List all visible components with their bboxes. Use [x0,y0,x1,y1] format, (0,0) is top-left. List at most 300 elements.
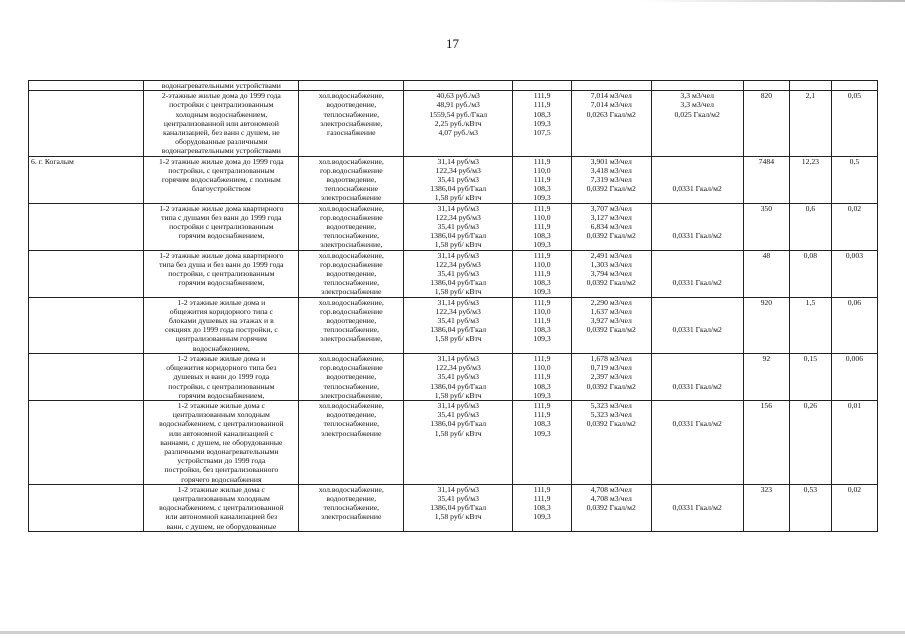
cell-value-1-text: 0,08 [803,250,818,260]
cell-tariffs-line: 122,34 руб/м3 [435,259,481,269]
cell-norms-line: 3,127 м3/чел [590,212,632,222]
cell-area [743,156,789,203]
cell-norms-alt-line [654,494,741,503]
cell-norms-alt [651,353,743,400]
cell-tariffs-line: 35,41 руб/м3 [437,222,479,232]
cell-value-1 [789,81,831,91]
cell-services-line: водоотведение, [326,100,377,110]
cell-tariffs-line: 1,58 руб/ кВтч [434,428,482,438]
cell-norms-alt-line [654,213,741,222]
cell-building-type [144,156,299,203]
cell-services [299,203,404,250]
table-row [29,484,878,531]
cell-tariffs-line: 4,07 руб./м3 [438,128,478,138]
cell-services-line: теплоснабжение, [323,231,380,241]
cell-tariffs-line: 35,41 руб/м3 [437,372,479,382]
cell-tariffs-line: 1386,04 руб/Гкал [430,278,487,288]
cell-indices-line: 111,9 [533,372,551,382]
cell-indices-line: 111,9 [533,222,551,232]
cell-indices-line: 111,9 [533,484,551,494]
cell-building-type-line: душевых и ванн до 1999 года [173,372,270,382]
cell-services-line: водоотведение, [326,269,377,279]
cell-services [299,81,404,91]
cell-tariffs-line: 40,63 руб./м3 [436,91,480,101]
cell-norms-alt-line [654,298,741,307]
cell-tariffs-line: 31,14 руб/м3 [437,484,479,494]
cell-building-type-line: водоснабжением, с централизованной [159,419,284,429]
cell-services-line: хол.водоснабжение, [318,203,384,213]
cell-building-type-line: централизованной или автономной [163,118,279,128]
cell-services-line: водоотведение, [326,316,377,326]
cell-value-1 [789,400,831,484]
cell-services-line: хол.водоснабжение, [318,156,384,166]
cell-value-1-text: 0,15 [803,353,818,363]
cell-services-line: теплоснабжение, [323,278,380,288]
cell-area-text: 323 [760,484,773,494]
cell-indices-line: 109,3 [533,390,551,400]
cell-building-type-line: горячего водоснабжения [181,474,262,484]
cell-building-type-line: централизованным холодным [172,493,270,503]
cell-value-2 [831,81,877,91]
cell-services [299,484,404,531]
cell-indices-line: 111,9 [533,156,551,166]
cell-services-line: теплоснабжение, [323,381,380,391]
cell-indices-line: 108,3 [533,231,551,241]
cell-services-line: хол.водоснабжение, [318,91,384,101]
cell-norms-line: 5,323 м3/чел [590,400,632,410]
cell-indices [513,203,572,250]
cell-norms-line: 0,0392 Гкал/м2 [586,278,636,288]
cell-services-line: хол.водоснабжение, [318,400,384,410]
cell-area [743,353,789,400]
cell-value-2 [831,484,877,531]
cell-indices-line: 109,3 [533,512,551,522]
cell-value-2-text: 0,003 [845,250,864,260]
cell-indices-line: 109,3 [533,334,551,344]
scan-edge-bottom [0,631,905,634]
cell-services [299,400,404,484]
cell-building-type-line: горячим водоснабжением, с полным [161,175,281,185]
cell-tariffs-line: 122,34 руб/м3 [435,165,481,175]
cell-tariffs-line: 1559,54 руб./Гкал [429,109,488,119]
cell-building-type-line: 1-2 этажные жилые дома и [177,353,266,363]
tariff-table [28,80,878,532]
cell-area-text: 7484 [758,156,775,166]
cell-tariffs [404,156,513,203]
cell-building-type-line: горячим водоснабжением, [178,278,265,288]
cell-building-type-line: постройки, с централизованным [168,381,275,391]
cell-services-line: теплоснабжение, [323,325,380,335]
cell-norms-alt [651,484,743,531]
cell-value-2-text: 0,006 [845,353,864,363]
cell-tariffs-line: 31,14 руб/м3 [437,400,479,410]
cell-value-1-text: 12,23 [801,156,820,166]
cell-tariffs-line: 35,41 руб/м3 [437,410,479,420]
cell-building-type-line: 2-этажные жилые дома до 1999 года [161,91,281,101]
cell-services-line: электроснабжение [321,428,382,438]
cell-building-type-line: 1-2 этажные жилые дома до 1999 года [159,156,284,166]
cell-indices-line: 111,9 [533,353,551,363]
cell-norms-line: 1,637 м3/чел [590,306,632,316]
cell-services-line: гор.водоснабжение [319,259,383,269]
cell-services-line: газоснабжение [327,128,376,138]
cell-city [29,297,144,353]
cell-norms-alt-line: 0,0331 Гкал/м2 [672,184,722,194]
cell-norms-line: 3,927 м3/чел [590,316,632,326]
cell-tariffs-line: 35,41 руб/м3 [437,316,479,326]
cell-norms-line: 0,0392 Гкал/м2 [586,184,636,194]
cell-building-type-line: 1-2 этажные жилые дома квартирного [159,203,284,213]
cell-building-type-line: холодным водоснабжением, [175,109,268,119]
cell-norms-alt-line [654,401,741,410]
cell-indices-line: 109,3 [533,240,551,250]
cell-indices [513,156,572,203]
cell-norms-line: 5,323 м3/чел [590,410,632,420]
cell-norms-line: 2,491 м3/чел [590,250,632,260]
cell-norms-alt-line: 0,0331 Гкал/м2 [672,381,722,391]
cell-value-1-text: 2,1 [805,91,816,101]
cell-building-type-line: централизованным холодным [172,410,270,420]
cell-norms-alt-line [654,157,741,166]
table-row [29,353,878,400]
cell-indices [513,81,572,91]
cell-building-type-line: постройки, с централизованным [168,165,275,175]
cell-tariffs-line: 1386,04 руб/Гкал [430,231,487,241]
cell-norms-alt-line: 0,0331 Гкал/м2 [672,419,722,429]
cell-indices-line: 109,3 [533,193,551,203]
cell-city [29,81,144,91]
cell-norms-alt-line: 0,025 Гкал/м2 [674,109,720,119]
cell-indices [513,353,572,400]
cell-value-2 [831,91,877,156]
cell-services-line: электроснабжение [321,287,382,297]
cell-norms-line: 2,290 м3/чел [590,297,632,307]
cell-building-type-line: оборудованные различными [175,137,268,147]
cell-tariffs-line: 31,14 руб/м3 [437,297,479,307]
cell-building-type-line: водонагревательными устройствами [161,81,281,90]
cell-norms [571,297,651,353]
cell-indices-line: 110,0 [533,212,551,222]
cell-norms-line: 0,0263 Гкал/м2 [586,109,636,119]
cell-value-1 [789,91,831,156]
cell-value-2-text: 0,06 [847,297,862,307]
cell-indices-line: 111,9 [533,410,551,420]
cell-value-2 [831,353,877,400]
cell-norms-line: 0,0392 Гкал/м2 [586,231,636,241]
cell-tariffs [404,91,513,156]
table-row [29,203,878,250]
cell-indices [513,400,572,484]
cell-norms-alt [651,250,743,297]
cell-norms-alt-line: 0,0331 Гкал/м2 [672,325,722,335]
table-row [29,297,878,353]
cell-services-line: электроснабжение [321,512,382,522]
cell-services-line: электроснабжение, [320,118,383,128]
cell-value-1 [789,156,831,203]
cell-indices [513,297,572,353]
table-row [29,156,878,203]
cell-tariffs-line: 2,25 руб./кВтч [434,118,482,128]
cell-indices-line: 111,9 [533,203,551,213]
cell-norms-alt-line [654,410,741,419]
cell-services-line: водоотведение, [326,372,377,382]
cell-norms-line: 0,0392 Гкал/м2 [586,503,636,513]
cell-indices-line: 108,3 [533,503,551,513]
cell-norms-line: 2,397 м3/чел [590,372,632,382]
cell-indices-line: 111,9 [533,91,551,101]
cell-tariffs-line: 31,14 руб/м3 [437,250,479,260]
cell-indices-line: 111,9 [533,100,551,110]
cell-tariffs-line: 122,34 руб/м3 [435,306,481,316]
cell-building-type-line: горячим водоснабжением, [178,231,265,241]
cell-city [29,250,144,297]
cell-norms-line: 7,014 м3/чел [590,100,632,110]
cell-tariffs-line: 35,41 руб/м3 [437,269,479,279]
cell-norms-line: 0,0392 Гкал/м2 [586,381,636,391]
cell-tariffs-line: 31,14 руб/м3 [437,353,479,363]
cell-indices-line: 108,3 [533,325,551,335]
cell-norms-alt [651,81,743,91]
cell-tariffs-line: 1,58 руб/ кВтч [434,287,482,297]
cell-tariffs [404,484,513,531]
cell-tariffs-line: 1386,04 руб/Гкал [430,381,487,391]
cell-services [299,250,404,297]
cell-indices-line: 110,0 [533,306,551,316]
cell-tariffs-line: 122,34 руб/м3 [435,212,481,222]
cell-tariffs-line: 35,41 руб/м3 [437,175,479,185]
cell-tariffs-line: 1,58 руб/ кВтч [434,390,482,400]
cell-city-text: 6. г. Когалым [31,156,74,166]
cell-norms-alt-line [654,166,741,175]
cell-building-type-line: типа с душами без ванн до 1999 года [161,212,282,222]
cell-building-type-line: секциях до 1999 года постройки, с [164,325,278,335]
cell-indices [513,484,572,531]
cell-tariffs-line: 1,58 руб/ кВтч [434,334,482,344]
cell-indices-line: 108,3 [533,381,551,391]
cell-building-type [144,297,299,353]
cell-services-line: водоотведение, [326,175,377,185]
cell-services-line: водоотведение, [326,410,377,420]
cell-norms-alt-line [654,363,741,372]
cell-value-2-text: 0,02 [847,203,862,213]
cell-value-1 [789,484,831,531]
cell-norms-alt-line: 3,3 м3/чел [680,91,714,101]
cell-norms-line: 4,708 м3/чел [590,484,632,494]
cell-building-type-line: устройствами до 1999 года [177,456,266,466]
table-row [29,400,878,484]
cell-indices-line: 111,9 [533,250,551,260]
cell-services-line: гор.водоснабжение [319,212,383,222]
cell-building-type-line: общежития коридорного типа без [166,363,277,373]
cell-tariffs-line: 1,58 руб/ кВтч [434,240,482,250]
cell-norms-line: 3,418 м3/чел [590,165,632,175]
cell-norms-line: 0,719 м3/чел [590,363,632,373]
cell-building-type-line: ванн, с душем, не оборудованные [166,521,277,531]
cell-indices-line: 108,3 [533,419,551,429]
cell-building-type-line: или автономной канализацией без [165,512,278,522]
cell-tariffs-line: 1386,04 руб/Гкал [430,184,487,194]
cell-services-line: теплоснабжение, [323,503,380,513]
cell-tariffs [404,353,513,400]
cell-tariffs-line: 31,14 руб/м3 [437,203,479,213]
cell-area-text: 920 [760,297,773,307]
cell-norms-alt-line [654,354,741,363]
table-row [29,250,878,297]
cell-tariffs-line: 122,34 руб/м3 [435,363,481,373]
cell-indices [513,250,572,297]
cell-services-line: хол.водоснабжение, [318,297,384,307]
cell-services-line: электроснабжение, [320,390,383,400]
cell-services-line: теплоснабжение, [323,419,380,429]
cell-norms-alt-line [654,485,741,494]
cell-indices-line: 109,3 [533,118,551,128]
cell-value-2 [831,203,877,250]
cell-value-1-text: 1,5 [805,297,816,307]
cell-area-text: 92 [762,353,771,363]
cell-norms-line: 0,0392 Гкал/м2 [586,325,636,335]
cell-norms-alt-line [654,251,741,260]
cell-services-line: хол.водоснабжение, [318,250,384,260]
cell-tariffs-line: 35,41 руб/м3 [437,493,479,503]
cell-services-line: водоотведение, [326,222,377,232]
cell-city [29,156,144,203]
cell-building-type-line: или автономной канализацией с [168,428,274,438]
cell-services-line: водоотведение, [326,493,377,503]
cell-norms-line: 4,708 м3/чел [590,493,632,503]
cell-indices [513,91,572,156]
cell-building-type [144,91,299,156]
cell-indices-line: 110,0 [533,363,551,373]
cell-building-type [144,484,299,531]
cell-norms-line: 0,0392 Гкал/м2 [586,419,636,429]
cell-value-2-text: 0,02 [847,484,862,494]
cell-norms-alt-line: 3,3 м3/чел [680,100,714,110]
cell-indices-line: 111,9 [533,269,551,279]
cell-building-type [144,203,299,250]
cell-value-2 [831,250,877,297]
cell-norms-alt [651,203,743,250]
table-row [29,91,878,156]
cell-tariffs [404,297,513,353]
cell-area [743,400,789,484]
cell-building-type [144,250,299,297]
cell-value-1 [789,250,831,297]
cell-services [299,297,404,353]
cell-tariffs [404,203,513,250]
cell-value-1-text: 0,26 [803,400,818,410]
cell-services [299,91,404,156]
cell-norms-line: 3,707 м3/чел [590,203,632,213]
cell-tariffs [404,250,513,297]
cell-norms-line: 3,794 м3/чел [590,269,632,279]
cell-norms-alt-line: 0,0331 Гкал/м2 [672,231,722,241]
cell-building-type-line: 1-2 этажные жилые дома квартирного [159,250,284,260]
cell-services-line: электроснабжение, [320,334,383,344]
cell-services-line: гор.водоснабжение [319,306,383,316]
cell-value-1 [789,353,831,400]
cell-area [743,203,789,250]
cell-building-type-line: общежития коридорного типа с [169,306,273,316]
cell-area [743,297,789,353]
cell-building-type [144,353,299,400]
cell-indices-line: 108,3 [533,184,551,194]
cell-norms-line: 1,303 м3/чел [590,259,632,269]
cell-services-line: хол.водоснабжение, [318,484,384,494]
cell-norms-alt-line [654,316,741,325]
cell-area-text: 350 [760,203,773,213]
cell-building-type-line: различными водонагревательными [164,446,279,456]
cell-norms-line: 7,014 м3/чел [590,91,632,101]
cell-building-type-line: постройки, без централизованного [164,465,279,475]
cell-norms-alt [651,91,743,156]
cell-building-type-line: централизованным горячим [175,334,268,344]
cell-area [743,91,789,156]
cell-tariffs-line: 1386,04 руб/Гкал [430,325,487,335]
cell-services-line: гор.водоснабжение [319,363,383,373]
cell-building-type-line: водоснабжением, с централизованной [159,503,284,513]
cell-value-2-text: 0,5 [849,156,860,166]
cell-building-type-line: постройки с централизованным [169,100,274,110]
cell-indices-line: 110,0 [533,259,551,269]
cell-area [743,81,789,91]
cell-norms [571,156,651,203]
cell-norms-alt-line [654,222,741,231]
cell-norms [571,91,651,156]
cell-norms-alt [651,297,743,353]
cell-norms-alt-line [654,175,741,184]
cell-norms [571,250,651,297]
cell-building-type-line: 1-2 этажные жилые дома и [177,297,266,307]
cell-norms-alt-line [654,269,741,278]
cell-services-line: хол.водоснабжение, [318,353,384,363]
cell-tariffs-line: 1386,04 руб/Гкал [430,503,487,513]
cell-tariffs-line: 1,58 руб/ кВтч [434,512,482,522]
cell-services-line: теплоснабжение, [323,109,380,119]
cell-norms-line: 1,678 м3/чел [590,353,632,363]
page-number: 17 [446,36,459,51]
cell-city [29,91,144,156]
cell-norms-alt-line [654,372,741,381]
cell-building-type-line: постройки с централизованным [169,222,274,232]
cell-indices-line: 111,9 [533,400,551,410]
cell-norms [571,81,651,91]
cell-indices-line: 110,0 [533,165,551,175]
cell-services-line: теплоснабжение [324,184,379,194]
cell-norms [571,400,651,484]
table-row [29,81,878,91]
cell-building-type-line: 1-2 этажные жилые дома с [177,484,265,494]
cell-norms [571,484,651,531]
cell-building-type [144,400,299,484]
cell-indices-line: 109,3 [533,287,551,297]
cell-tariffs-line: 1,58 руб/ кВтч [434,193,482,203]
cell-indices-line: 111,9 [533,316,551,326]
cell-building-type-line: водонагревательными устройствами [161,146,281,156]
cell-services-line: электроснабжение [321,193,382,203]
cell-indices-line: 111,9 [533,175,551,185]
cell-city [29,203,144,250]
cell-services [299,353,404,400]
cell-value-2 [831,400,877,484]
cell-building-type-line: постройки, с централизованным [168,269,275,279]
cell-norms-alt-line: 0,0331 Гкал/м2 [672,278,722,288]
cell-tariffs [404,400,513,484]
cell-indices-line: 109,3 [533,428,551,438]
cell-services-line: гор.водоснабжение [319,165,383,175]
cell-indices-line: 111,9 [533,493,551,503]
cell-norms-line: 7,319 м3/чел [590,175,632,185]
cell-building-type-line: горячим водоснабжением, [178,390,265,400]
